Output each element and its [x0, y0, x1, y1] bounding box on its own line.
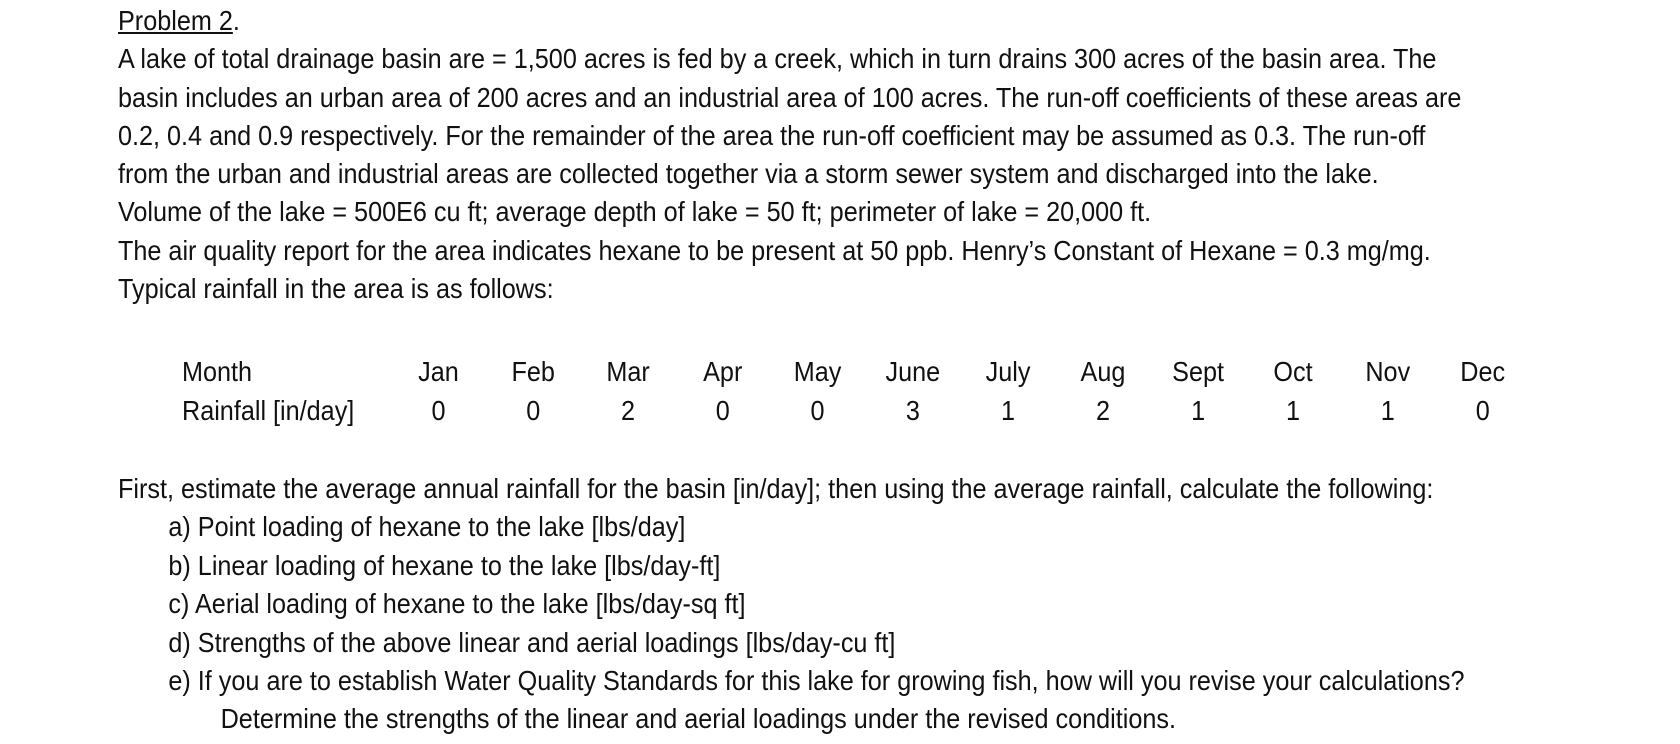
intro-line-3: 0.2, 0.4 and 0.9 respectively. For the remainder of the area the run-off coefficient may be assumed as 0.3. The run-off: [118, 119, 1426, 151]
month-cell: Aug: [1080, 355, 1126, 387]
month-cell: July: [985, 355, 1031, 387]
month-cell: Jan: [418, 355, 459, 387]
question-d: d) Strengths of the above linear and aerial loadings [lbs/day-cu ft]: [168, 626, 896, 658]
air-quality-line: The air quality report for the area indicates hexane to be present at 50 ppb. Henry’s Constant of Hexane = 0.3 mg/mg.: [118, 234, 1431, 266]
lake-volume-line: Volume of the lake = 500E6 cu ft; average depth of lake = 50 ft; perimeter of lake = 20,000 ft.: [118, 196, 1152, 228]
rainfall-label: Rainfall [in/day]: [182, 394, 355, 426]
rainfall-cell: 1: [1286, 394, 1301, 426]
question-b: b) Linear loading of hexane to the lake [lbs/day-ft]: [168, 549, 721, 581]
questions-section: [118, 470, 1464, 739]
month-cell: Apr: [703, 355, 743, 387]
rainfall-cell: 0: [1475, 394, 1490, 426]
questions-lead: First, estimate the average annual rainfall for the basin [in/day]; then using the average rainfall, calculate the following:: [118, 473, 1434, 504]
month-cell: Nov: [1365, 355, 1411, 387]
intro-line-4: from the urban and industrial areas are collected together via a storm sewer system and discharged into the lake.: [118, 158, 1379, 190]
rainfall-cell: 0: [431, 394, 446, 426]
question-e: e) If you are to establish Water Quality Standards for this lake for growing fish, how will you revise your calculations?: [168, 665, 1465, 697]
rainfall-cell: 1: [1001, 394, 1016, 426]
rainfall-cell: 2: [621, 394, 636, 426]
problem-statement: [118, 2, 1504, 308]
rainfall-cell: 2: [1095, 394, 1110, 426]
month-row: [182, 352, 1530, 391]
month-cell: Sept: [1172, 355, 1225, 387]
problem-heading: [118, 2, 1504, 40]
rainfall-row: [182, 391, 1530, 430]
rainfall-cell: 1: [1191, 394, 1206, 426]
month-cell: Oct: [1273, 355, 1313, 387]
rainfall-cell: 0: [526, 394, 541, 426]
rainfall-cell: 0: [810, 394, 825, 426]
month-cell: June: [885, 355, 941, 387]
month-cell: Feb: [511, 355, 555, 387]
intro-line-1: A lake of total drainage basin are = 1,500 acres is fed by a creek, which in turn drains 300 acres of the basin area. The: [118, 43, 1437, 75]
intro-line-2: basin includes an urban area of 200 acres and an industrial area of 100 acres. The run-off coefficients of these areas are: [118, 81, 1462, 113]
problem-title-period: .: [232, 5, 240, 36]
question-e-continuation: Determine the strengths of the linear and aerial loadings under the revised conditions.: [220, 703, 1176, 735]
rainfall-table: [182, 352, 1530, 430]
month-cell: May: [793, 355, 842, 387]
question-c: c) Aerial loading of hexane to the lake [lbs/day-sq ft]: [168, 588, 746, 620]
rainfall-cell: 0: [715, 394, 730, 426]
rainfall-cell: 1: [1380, 394, 1395, 426]
problem-title: Problem 2: [118, 5, 233, 36]
month-label: Month: [182, 355, 253, 387]
question-a: a) Point loading of hexane to the lake [lbs/day]: [168, 511, 686, 543]
rainfall-intro-line: Typical rainfall in the area is as follows:: [118, 273, 554, 305]
month-cell: Mar: [606, 355, 650, 387]
month-cell: Dec: [1460, 355, 1506, 387]
rainfall-cell: 3: [905, 394, 920, 426]
